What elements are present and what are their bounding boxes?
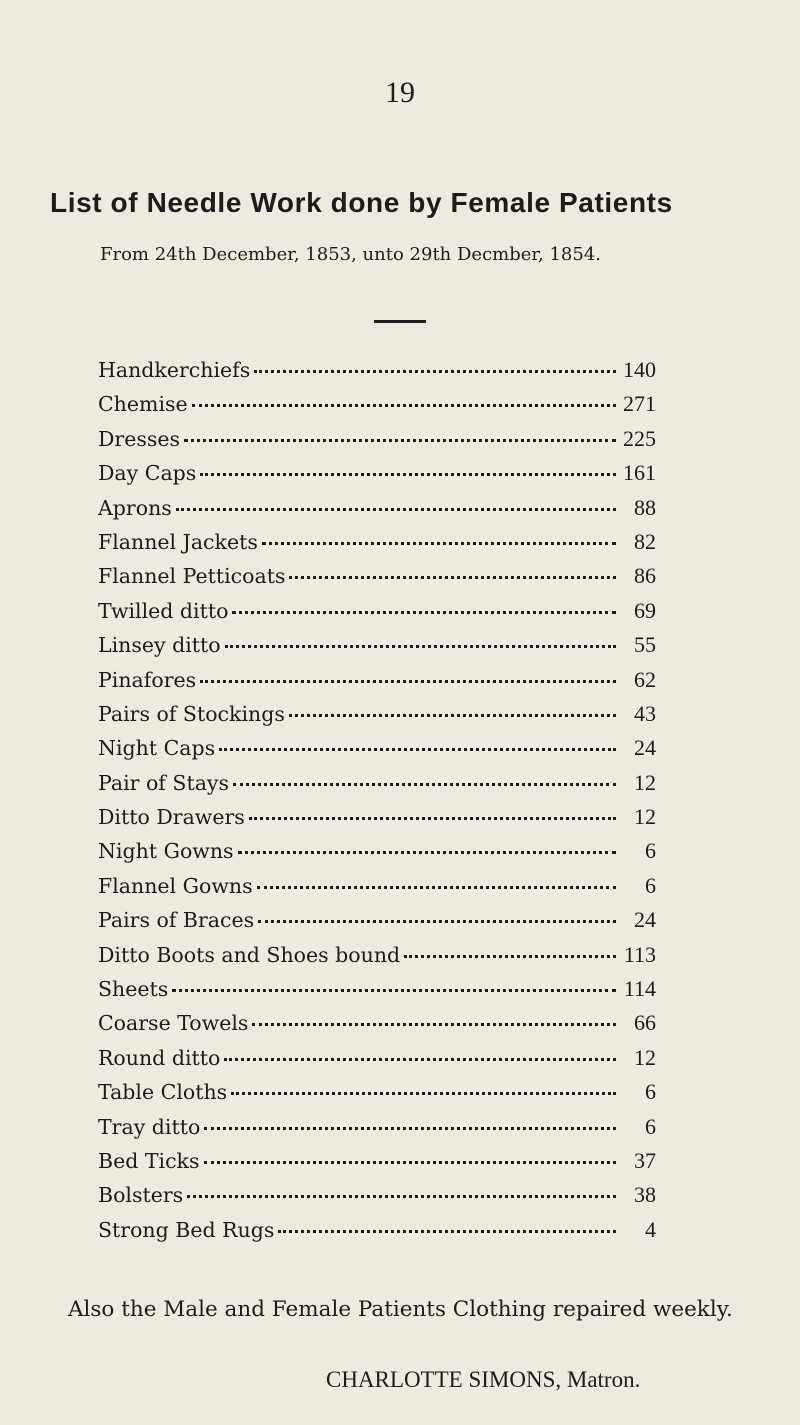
list-item bbox=[98, 391, 656, 425]
dot-leader bbox=[192, 404, 616, 407]
item-quantity: 12 bbox=[634, 804, 656, 830]
item-quantity: 43 bbox=[634, 700, 656, 726]
item-label: Pair of Stays bbox=[98, 770, 230, 795]
item-label: Aprons bbox=[98, 495, 172, 520]
item-label: Chemise bbox=[98, 392, 188, 417]
dot-leader bbox=[187, 1195, 616, 1198]
list-item bbox=[98, 804, 656, 838]
item-quantity: 12 bbox=[634, 1044, 656, 1070]
item-label: Flannel Jackets bbox=[98, 529, 258, 554]
list-item bbox=[98, 460, 656, 494]
item-label: Bed Ticks bbox=[98, 1148, 200, 1173]
item-quantity: 24 bbox=[634, 735, 656, 761]
list-item bbox=[98, 1182, 656, 1216]
item-label: Table Cloths bbox=[98, 1080, 228, 1105]
item-label: Night Gowns bbox=[98, 839, 234, 864]
dot-leader bbox=[184, 439, 616, 442]
dot-leader bbox=[257, 886, 616, 889]
item-quantity: 114 bbox=[623, 976, 656, 1002]
list-item bbox=[98, 632, 656, 666]
item-quantity: 6 bbox=[645, 1079, 656, 1105]
item-label: Bolsters bbox=[98, 1183, 184, 1208]
dot-leader bbox=[200, 680, 616, 683]
item-quantity: 6 bbox=[645, 838, 656, 864]
dot-leader bbox=[219, 748, 616, 751]
item-quantity: 6 bbox=[645, 872, 656, 898]
list-item bbox=[98, 976, 656, 1010]
item-label: Ditto Drawers bbox=[98, 805, 245, 830]
item-label: Night Caps bbox=[98, 736, 216, 761]
dot-leader bbox=[172, 989, 616, 992]
item-quantity: 4 bbox=[645, 1216, 656, 1242]
item-quantity: 62 bbox=[634, 666, 656, 692]
dot-leader bbox=[204, 1161, 617, 1164]
dot-leader bbox=[232, 611, 616, 614]
item-quantity: 37 bbox=[634, 1147, 656, 1173]
dot-leader bbox=[224, 1058, 616, 1061]
dot-leader bbox=[262, 542, 616, 545]
page-title: List of Needle Work done by Female Patients bbox=[50, 187, 673, 218]
list-item bbox=[98, 1148, 656, 1182]
page-number: 19 bbox=[385, 76, 415, 109]
list-item bbox=[98, 735, 656, 769]
title-divider bbox=[374, 320, 426, 323]
dot-leader bbox=[200, 473, 616, 476]
item-label: Handkerchiefs bbox=[98, 358, 251, 382]
item-quantity: 66 bbox=[634, 1010, 656, 1036]
list-item bbox=[98, 907, 656, 941]
item-label: Ditto Boots and Shoes bound bbox=[98, 942, 401, 967]
list-item bbox=[98, 357, 656, 391]
list-item bbox=[98, 701, 656, 735]
list-item bbox=[98, 1217, 656, 1251]
list-item bbox=[98, 838, 656, 872]
item-label: Flannel Petticoats bbox=[98, 564, 286, 589]
dot-leader bbox=[258, 920, 616, 923]
needlework-list bbox=[98, 357, 656, 1251]
item-label: Tray ditto bbox=[98, 1114, 201, 1139]
item-label: Sheets bbox=[98, 977, 169, 1002]
item-label: Twilled ditto bbox=[98, 598, 229, 623]
dot-leader bbox=[231, 1092, 616, 1095]
item-label: Coarse Towels bbox=[98, 1011, 249, 1036]
dot-leader bbox=[238, 851, 616, 854]
item-label: Linsey ditto bbox=[98, 633, 221, 658]
dot-leader bbox=[289, 714, 616, 717]
item-label: Dresses bbox=[98, 426, 181, 451]
item-quantity: 86 bbox=[634, 563, 656, 589]
list-item bbox=[98, 1010, 656, 1044]
date-range-subtitle: From 24th December, 1853, unto 29th Decmber, 1854. bbox=[100, 244, 601, 265]
dot-leader bbox=[233, 783, 616, 786]
item-quantity: 271 bbox=[623, 391, 656, 417]
list-item bbox=[98, 1079, 656, 1113]
list-item bbox=[98, 529, 656, 563]
dot-leader bbox=[225, 645, 616, 648]
signature: CHARLOTTE SIMONS, Matron. bbox=[326, 1367, 641, 1392]
item-label: Pinafores bbox=[98, 667, 197, 692]
list-item bbox=[98, 770, 656, 804]
item-quantity: 113 bbox=[623, 941, 656, 967]
item-quantity: 225 bbox=[623, 425, 656, 451]
list-item bbox=[98, 873, 656, 907]
item-quantity: 88 bbox=[634, 494, 656, 520]
list-item bbox=[98, 426, 656, 460]
list-item bbox=[98, 495, 656, 529]
list-item bbox=[98, 563, 656, 597]
item-label: Strong Bed Rugs bbox=[98, 1217, 275, 1242]
dot-leader bbox=[176, 508, 616, 511]
footnote: Also the Male and Female Patients Clothing repaired weekly. bbox=[68, 1297, 733, 1322]
list-item bbox=[98, 1045, 656, 1079]
item-quantity: 161 bbox=[623, 460, 656, 486]
list-item bbox=[98, 598, 656, 632]
item-label: Flannel Gowns bbox=[98, 873, 253, 898]
dot-leader bbox=[254, 370, 616, 373]
item-quantity: 69 bbox=[634, 597, 656, 623]
dot-leader bbox=[252, 1023, 616, 1026]
dot-leader bbox=[278, 1230, 616, 1233]
item-label: Day Caps bbox=[98, 461, 197, 486]
dot-leader bbox=[289, 576, 616, 579]
item-quantity: 12 bbox=[634, 769, 656, 795]
item-quantity: 55 bbox=[634, 632, 656, 658]
dot-leader bbox=[204, 1127, 616, 1130]
dot-leader bbox=[249, 817, 616, 820]
item-label: Pairs of Braces bbox=[98, 908, 255, 933]
item-quantity: 82 bbox=[634, 528, 656, 554]
dot-leader bbox=[404, 955, 616, 958]
item-quantity: 140 bbox=[623, 357, 656, 382]
list-item bbox=[98, 667, 656, 701]
list-item bbox=[98, 1114, 656, 1148]
item-label: Round ditto bbox=[98, 1045, 221, 1070]
list-item bbox=[98, 942, 656, 976]
item-label: Pairs of Stockings bbox=[98, 701, 285, 726]
item-quantity: 6 bbox=[645, 1113, 656, 1139]
item-quantity: 38 bbox=[634, 1182, 656, 1208]
item-quantity: 24 bbox=[634, 907, 656, 933]
